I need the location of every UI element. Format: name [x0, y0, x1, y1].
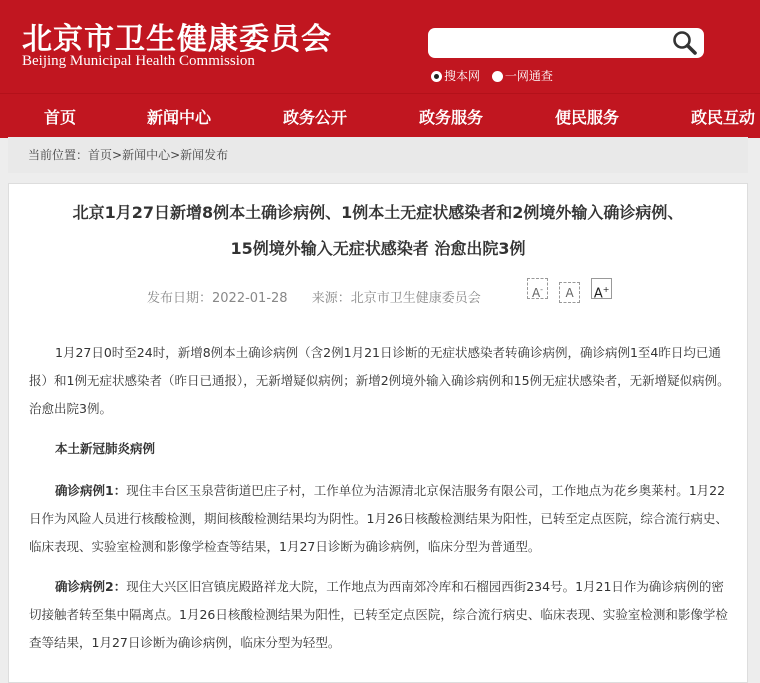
source-value: 北京市卫生健康委员会 — [350, 291, 481, 306]
nav-item-home[interactable]: 首页 — [44, 108, 77, 127]
breadcrumb-prefix: 当前位置： — [28, 148, 89, 162]
nav-item-gov-service[interactable]: 政务服务 — [419, 108, 484, 127]
font-increase-button[interactable]: A+ — [591, 278, 612, 299]
nav-item-gov-open[interactable]: 政务公开 — [283, 108, 348, 127]
nav-item-public-service[interactable]: 便民服务 — [555, 108, 620, 127]
article-body — [29, 339, 731, 669]
scope-all-radio[interactable] — [492, 67, 553, 84]
main-nav — [0, 93, 760, 138]
publish-date-label: 发布日期： — [147, 291, 213, 306]
font-decrease-button[interactable]: A- — [527, 278, 548, 299]
paragraph-case-1 — [29, 477, 731, 561]
section-heading: 本土新冠肺炎病例 — [55, 441, 156, 456]
article — [8, 183, 748, 683]
breadcrumb-sep: > — [112, 148, 123, 162]
case-2-text: 现住大兴区旧宫镇庑殿路祥龙大院，工作地点为西南郊冷库和石榴园西街234号。1月21日作为确诊病例的密切接触者转至集中隔离点。1月26日核酸检测结果为阳性，已转至定点医院，综合流行病史、临床表现、实验室检测和影像学检查等结果，1月27日诊断为确诊病例，临床分型为轻型。 — [29, 579, 728, 650]
article-title — [9, 195, 747, 267]
case-1-text: 现住丰台区玉泉营街道巴庄子村，工作单位为洁源清北京保洁服务有限公司，工作地点为花乡奥莱村。1月22日作为风险人员进行核酸检测，期间核酸检测结果均为阴性。1月26日核酸检测结果为阳性，已转至定点医院，综合流行病史、临床表现、实验室检测和影像学检查等结果，1月27日诊断为确诊病例，临床分型为普通型。 — [29, 483, 728, 554]
font-reset-button[interactable]: A — [559, 282, 580, 303]
article-meta — [147, 287, 501, 306]
radio-icon — [492, 71, 503, 82]
nav-item-interaction[interactable]: 政民互动 — [691, 108, 756, 127]
site-header — [0, 0, 760, 93]
paragraph-case-2 — [29, 573, 731, 657]
paragraph-summary: 1月27日0时至24时，新增8例本土确诊病例（含2例1月21日诊断的无症状感染者转确诊病例，确诊病例1至4昨日均已通报）和1例无症状感染者（昨日已通报），无新增疑似病例；新增2例境外输入确诊病例和15例无症状感染者，无新增疑似病例。治愈出院3例。 — [29, 345, 730, 416]
breadcrumb — [8, 137, 748, 173]
breadcrumb-home[interactable]: 首页 — [88, 148, 113, 162]
scope-site-radio[interactable] — [431, 67, 480, 84]
scope-all-label: 一网通查 — [504, 69, 553, 83]
search-box — [428, 28, 704, 58]
breadcrumb-news[interactable]: 新闻中心 — [122, 148, 171, 162]
case-1-label: 确诊病例1： — [55, 483, 127, 498]
font-size-controls — [527, 278, 618, 303]
radio-selected-icon — [431, 71, 442, 82]
breadcrumb-release[interactable]: 新闻发布 — [180, 148, 229, 162]
publish-date-value: 2022-01-28 — [212, 291, 288, 306]
publish-date — [147, 291, 288, 306]
logo-chinese[interactable]: 北京市卫生健康委员会 — [22, 22, 332, 57]
logo-english[interactable]: Beijing Municipal Health Commission — [22, 53, 255, 69]
search-input[interactable] — [434, 31, 668, 55]
nav-item-news[interactable]: 新闻中心 — [147, 108, 212, 127]
title-line-1: 北京1月27日新增8例本土确诊病例、1例本土无症状感染者和2例境外输入确诊病例、 — [72, 203, 684, 222]
source-label: 来源： — [311, 291, 351, 306]
title-line-2: 15例境外输入无症状感染者 治愈出院3例 — [230, 239, 526, 258]
source — [312, 291, 481, 306]
scope-site-label: 搜本网 — [444, 69, 481, 83]
search-icon[interactable] — [670, 29, 700, 57]
breadcrumb-sep: > — [170, 148, 181, 162]
search-scope — [431, 67, 561, 83]
case-2-label: 确诊病例2： — [55, 579, 127, 594]
